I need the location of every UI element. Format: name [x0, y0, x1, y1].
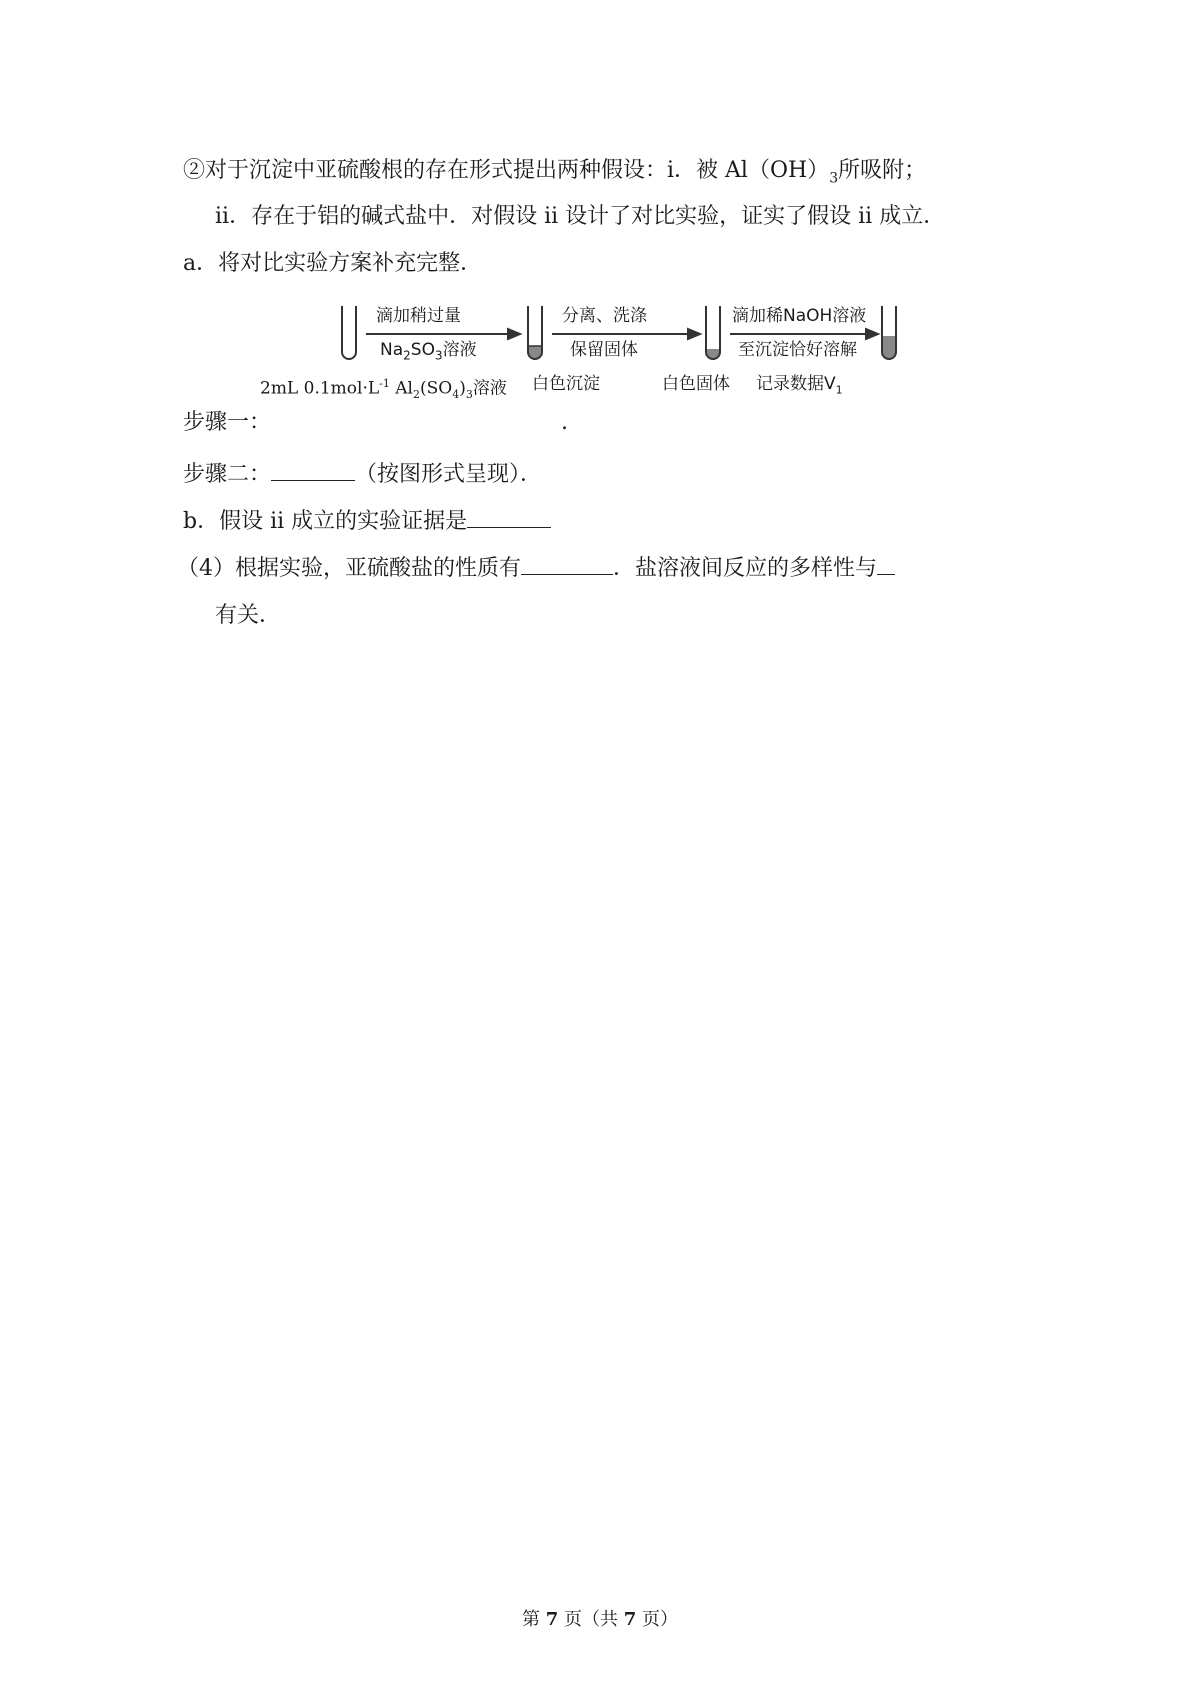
arrow-3-top-label: 滴加稀NaOH溶液 — [732, 306, 867, 326]
experiment-flow-diagram — [260, 298, 910, 402]
step-2-answer-blank[interactable] — [271, 458, 355, 481]
arrow-1-top-label: 滴加稍过量 — [376, 306, 461, 326]
total-page-number: 7 — [623, 1609, 637, 1630]
arrow-3 — [730, 329, 878, 339]
tube-4-label: 记录数据$V_1$ — [756, 374, 843, 397]
step-1-line — [183, 408, 568, 438]
step-2-line — [183, 458, 542, 490]
test-tube-2 — [528, 306, 542, 359]
subscript: 3 — [829, 170, 839, 187]
hypothesis-text-end: 所吸附； — [838, 158, 927, 183]
step-2-label: 步骤二： — [183, 462, 272, 487]
arrow-2-top-label: 分离、洗涤 — [562, 306, 647, 326]
q4-answer-blank-2[interactable] — [877, 552, 895, 575]
arrow-2 — [552, 329, 700, 339]
part-b-text: b．假设 ii 成立的实验证据是 — [183, 509, 468, 534]
q4-middle-text: ．盐溶液间反应的多样性与 — [613, 556, 878, 581]
tube-2-label: 白色沉淀 — [532, 374, 600, 394]
part-a-instruction: a．将对比实验方案补充完整． — [183, 251, 483, 276]
tube-3-label: 白色固体 — [662, 374, 730, 394]
part-b-answer-blank[interactable] — [467, 505, 551, 528]
test-tube-4 — [882, 306, 896, 359]
arrow-1 — [366, 329, 520, 339]
current-page-number: 7 — [545, 1609, 559, 1630]
test-tube-3 — [706, 306, 720, 359]
tube-1-label: 2mL $0.1mol\cdot L^{-1}$ $Al_2(SO_4)_3$溶液 — [260, 377, 507, 402]
q4-answer-blank-1[interactable] — [521, 552, 613, 575]
step-2-suffix: （按图形式呈现）． — [355, 462, 543, 487]
step-1-label: 步骤一： — [183, 410, 272, 435]
question-4-end: 有关． — [215, 603, 282, 628]
step-1-mark: . — [561, 410, 569, 435]
hypothesis-line-1 — [183, 156, 926, 193]
page-footer: 第 7 页（共 7 页） — [522, 1609, 678, 1630]
hypothesis-line-2: ii．存在于铝的碱式盐中．对假设 ii 设计了对比实验，证实了假设 ii 成立． — [215, 204, 946, 229]
arrow-3-bottom-label: 至沉淀恰好溶解 — [738, 340, 857, 360]
arrow-2-bottom-label: 保留固体 — [570, 340, 638, 360]
part-b-line — [183, 505, 551, 537]
question-4-line — [177, 552, 895, 584]
q4-text: （4）根据实验，亚硫酸盐的性质有 — [177, 556, 521, 581]
test-tube-1 — [342, 306, 356, 359]
hypothesis-text: ②对于沉淀中亚硫酸根的存在形式提出两种假设：i．被 Al（OH） — [183, 158, 830, 183]
arrow-1-bottom-label: $Na_2SO_3$溶液 — [380, 340, 477, 363]
